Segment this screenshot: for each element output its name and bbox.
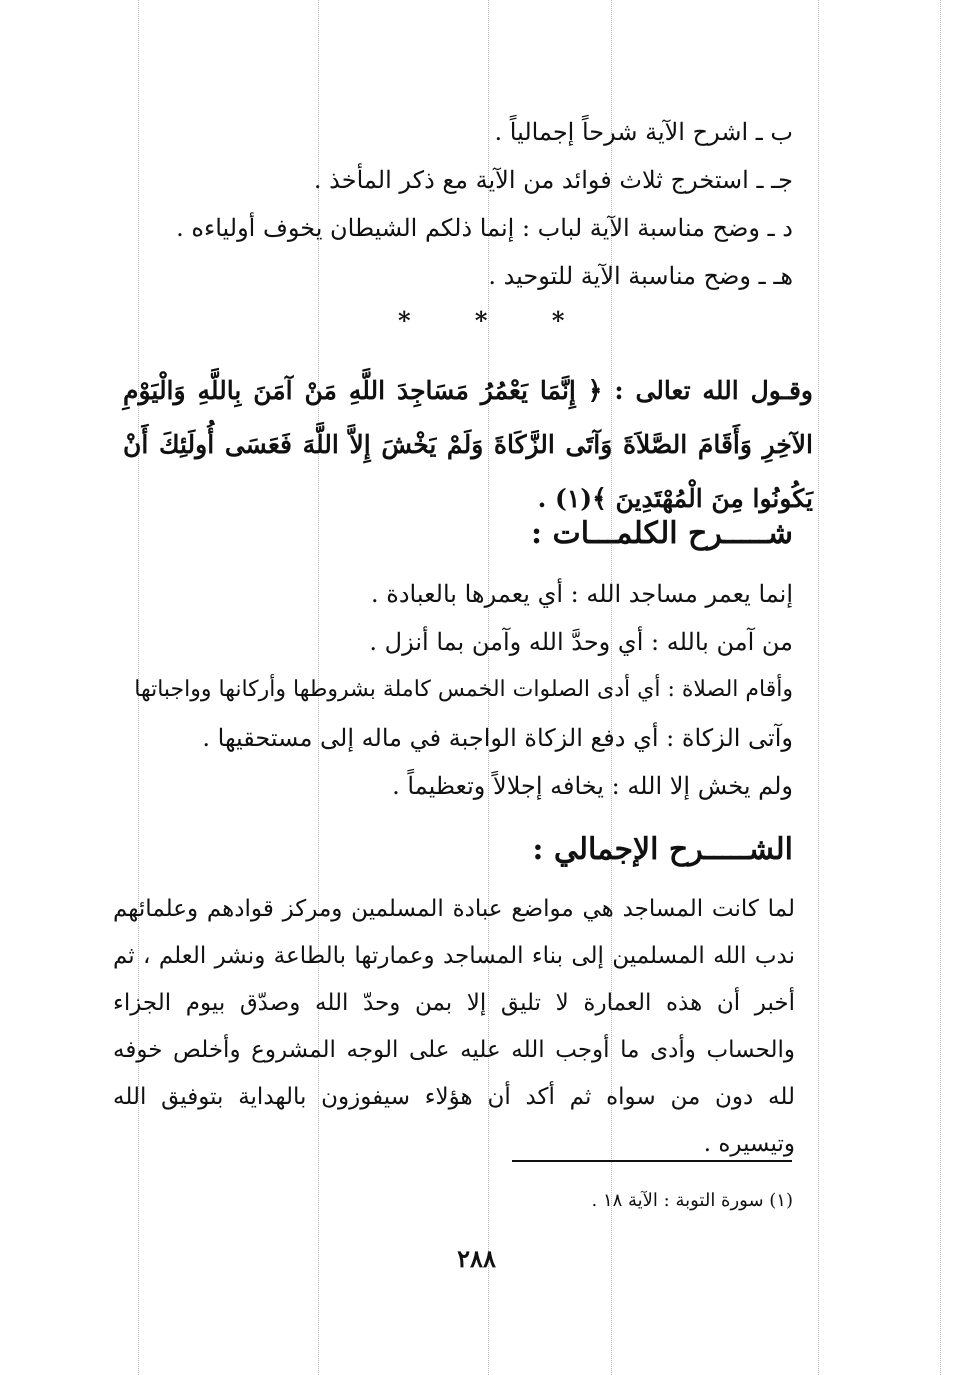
footnote: (١) سورة التوبة : الآية ١٨ . [591, 1190, 793, 1211]
question-dal: د ـ وضح مناسبة الآية لباب : إنما ذلكم الشيطان يخوف أولياءه . [176, 214, 793, 242]
summary-heading: الشـــــرح الإجمالي : [532, 832, 793, 867]
word-definition: وآتى الزكاة : أي دفع الزكاة الواجبة في ماله إلى مستحقيها . [202, 724, 793, 752]
quran-verse: وقـول الله تعالى : ﴿ إِنَّمَا يَعْمُرُ مَسَاجِدَ اللَّهِ مَنْ آمَنَ بِاللَّهِ وَالْيَوْمِ الآخِرِ وَأَقَامَ الصَّلاَةَ وَآتَى الزَّكَاةَ وَلَمْ يَخْشَ إِلاَّ اللَّهَ فَعَسَى أُولَئِكَ أَنْ يَكُونُوا مِنَ الْمُهْتَدِينَ ﴾(١) . [123, 376, 814, 513]
question-ha: هـ ـ وضح مناسبة الآية للتوحيد . [488, 262, 793, 290]
word-definition: وأقام الصلاة : أي أدى الصلوات الخمس كاملة بشروطها وأركانها وواجباتها [134, 677, 793, 702]
page-number: ٢٨٨ [457, 1244, 496, 1273]
word-definition: ولم يخش إلا الله : يخافه إجلالاً وتعظيماً . [392, 772, 793, 800]
word-definition: من آمن بالله : أي وحدَّ الله وآمن بما أنزل . [369, 628, 793, 656]
scan-guide-line [940, 0, 941, 1375]
question-b: ب ـ اشرح الآية شرحاً إجمالياً . [494, 118, 793, 146]
footnote-divider [512, 1160, 792, 1162]
summary-paragraph: لما كانت المساجد هي مواضع عبادة المسلمين ومركز قوادهم وعلمائهم ندب الله المسلمين إلى بناء المساجد وعمارتها بالطاعة ونشر العلم ، ثم أخبر أن هذه العمارة لا تليق إلا بمن وحدّ الله وصدّق بيوم الجزاء والحساب وأدى ما أوجب الله عليه على الوجه المشروع وأخلص خوفه لله دون من سواه ثم أكد أن هؤلاء سيفوزون بالهداية بتوفيق الله وتيسيره . [113, 896, 795, 1157]
question-jeem: جـ ـ استخرج ثلاث فوائد من الآية مع ذكر المأخذ . [313, 166, 793, 194]
scan-guide-line [818, 0, 819, 1375]
word-definition: إنما يعمر مساجد الله : أي يعمرها بالعبادة . [371, 580, 793, 608]
words-heading: شـــــرح الكلمـــات : [530, 516, 793, 551]
section-separator: * * * [398, 306, 593, 335]
